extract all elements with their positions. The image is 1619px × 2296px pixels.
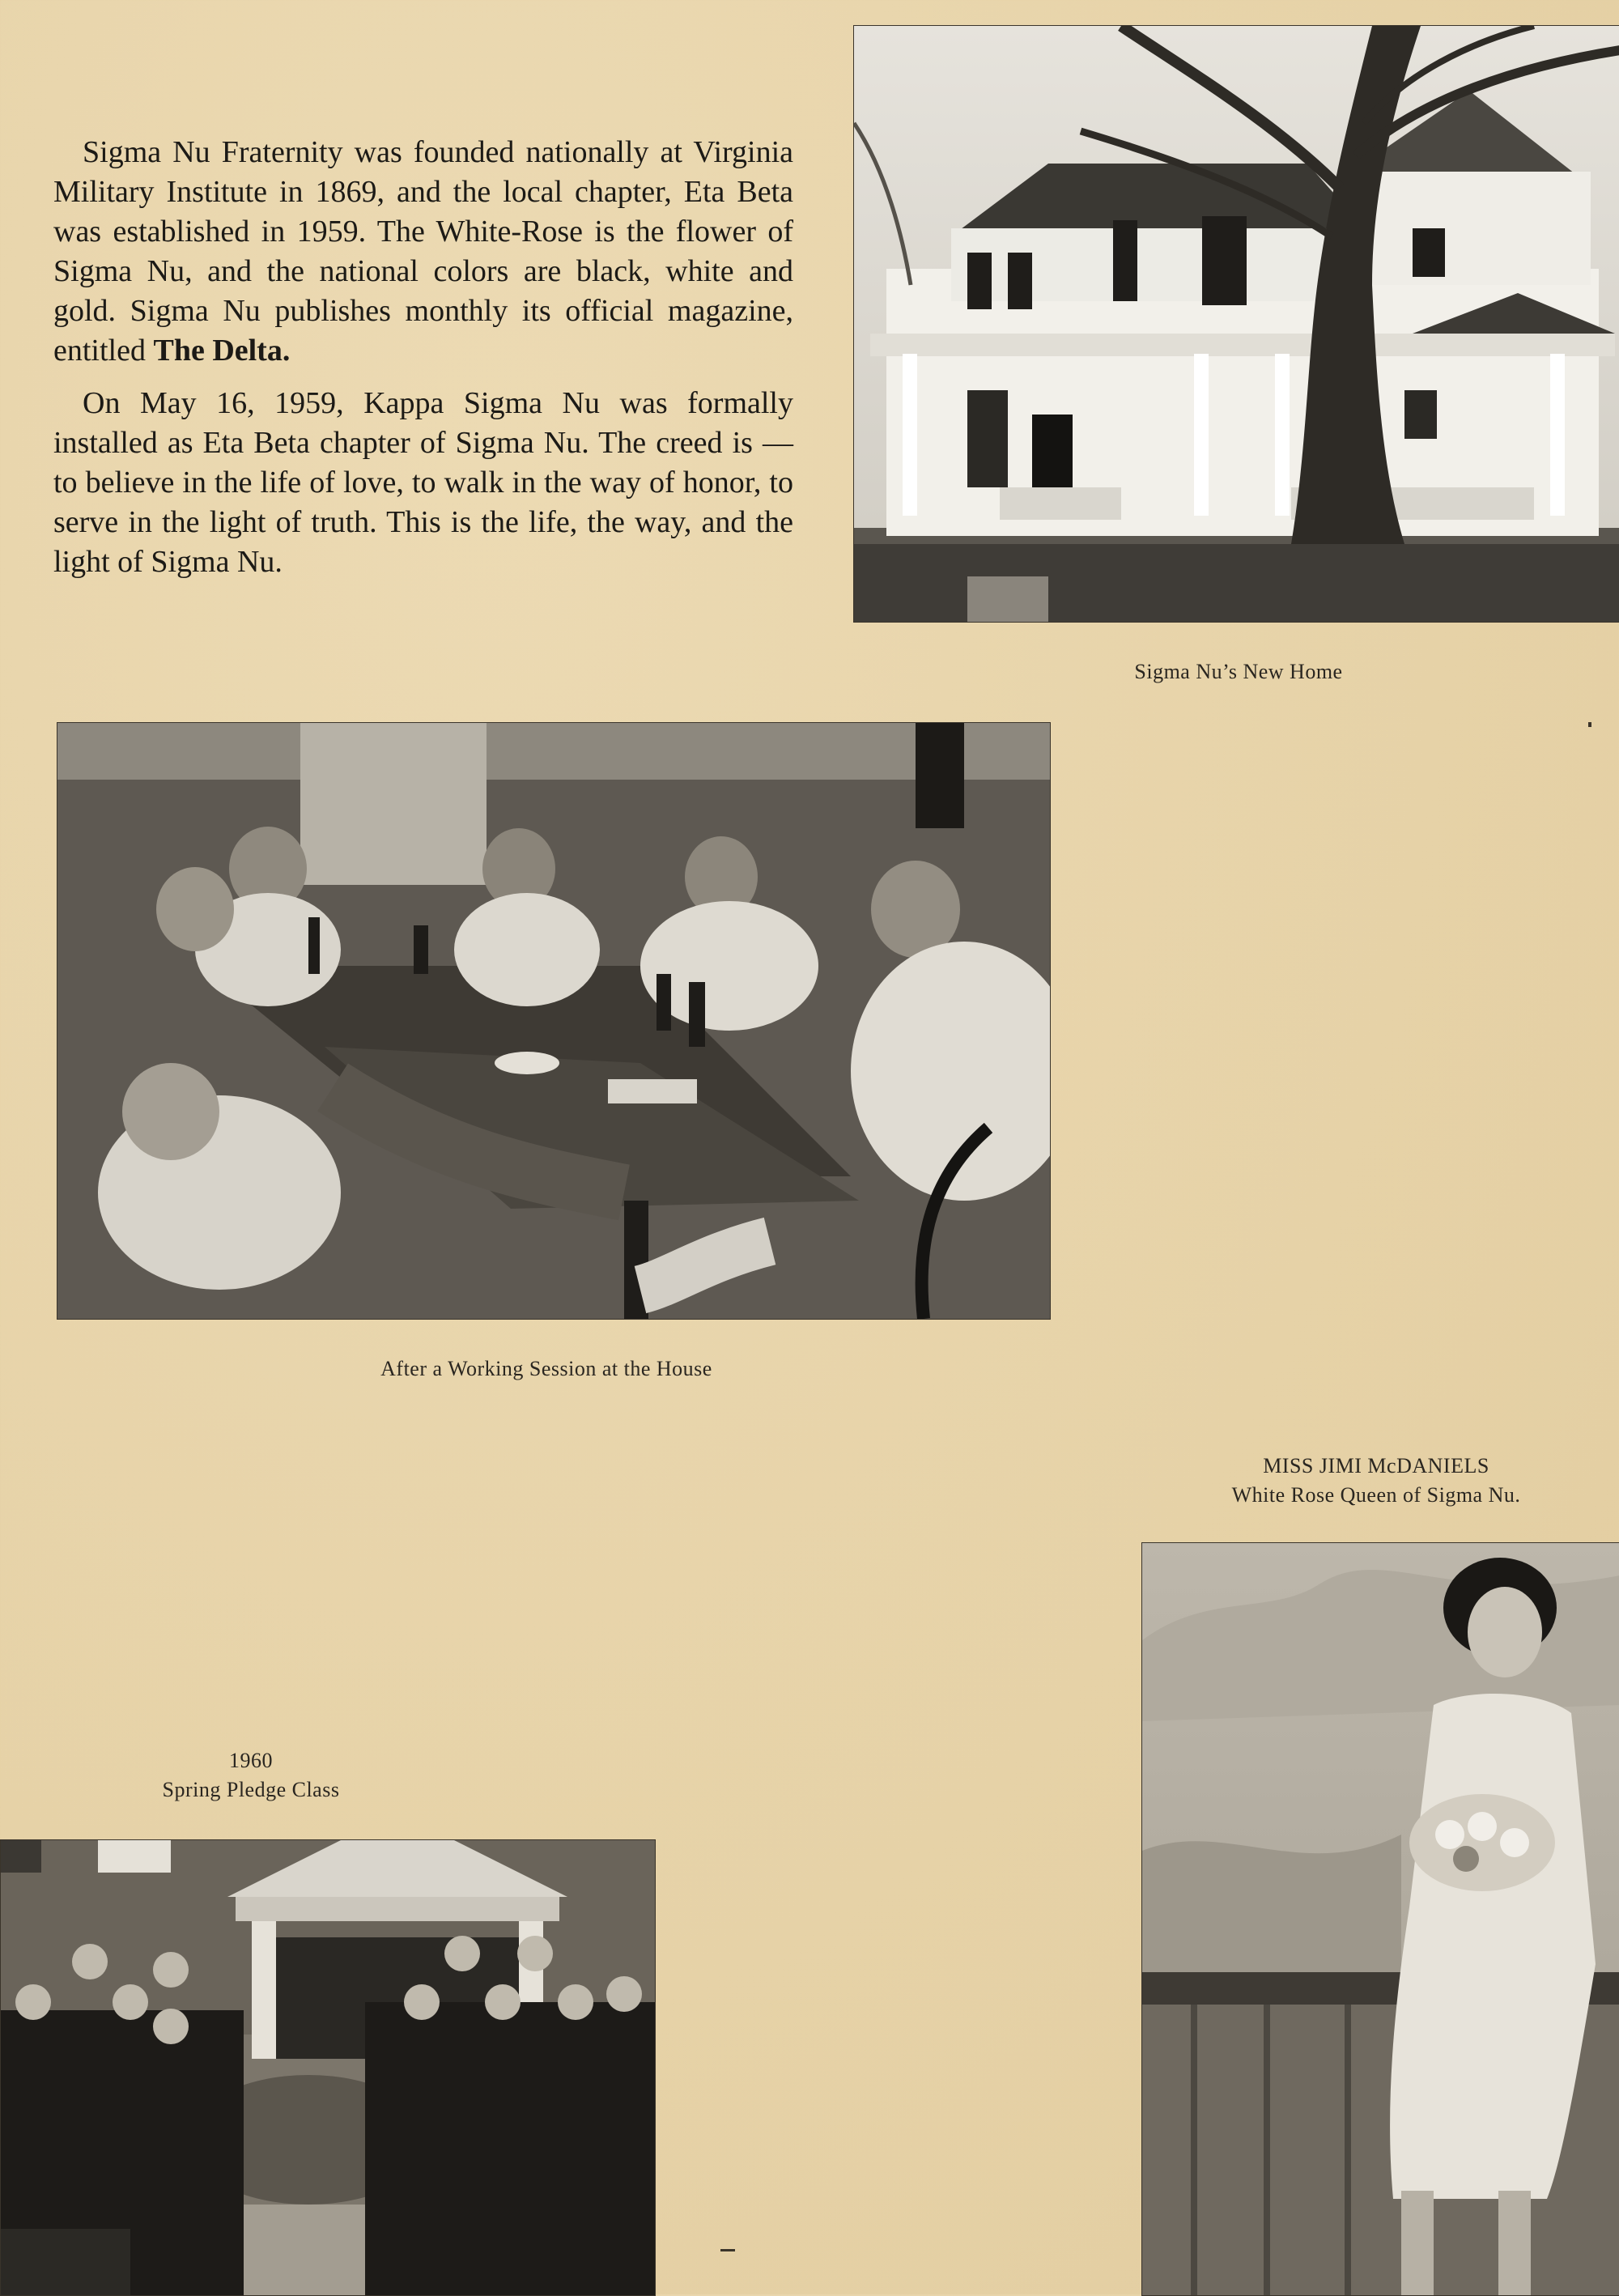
queen-name: MISS JIMI McDANIELS: [1263, 1454, 1489, 1478]
house-caption: Sigma Nu’s New Home: [1134, 660, 1343, 683]
magazine-title: The Delta.: [153, 334, 291, 368]
pledge-year: 1960: [229, 1749, 273, 1772]
article-paragraph-creed: On May 16, 1959, Kappa Sigma Nu was formally installed as Eta Beta chapter of Sigma Nu. The creed is — to believe in the life of love, to walk in the way of honor, to serve in the light of truth. This is the life, the way, and the light of Sigma Nu.: [53, 386, 793, 579]
working-session-caption: After a Working Session at the House: [380, 1357, 712, 1380]
stray-mark: [720, 2249, 735, 2251]
pledge-caption: [121, 1746, 380, 1805]
pledge-class-photo: [0, 1839, 656, 2296]
queen-caption: [1166, 1452, 1587, 1510]
founding-text: Sigma Nu Fraternity was founded nationally at Virginia Military Institute in 1869, and the local chapter, Eta Beta was established in 1959. The White-Rose is the flower of Sigma Nu, and the national colors are black, white and gold. Sigma Nu publishes monthly its official magazine, entitled: [53, 135, 793, 368]
stray-dot: [1588, 722, 1591, 727]
pledge-class-title: Spring Pledge Class: [162, 1778, 340, 1801]
working-session-photo: [57, 722, 1051, 1320]
queen-title: White Rose Queen of Sigma Nu.: [1231, 1483, 1521, 1507]
house-photo: [853, 25, 1619, 623]
article-text: [53, 133, 793, 595]
article-paragraph-founding: [53, 133, 793, 371]
queen-photo: [1141, 1542, 1619, 2296]
